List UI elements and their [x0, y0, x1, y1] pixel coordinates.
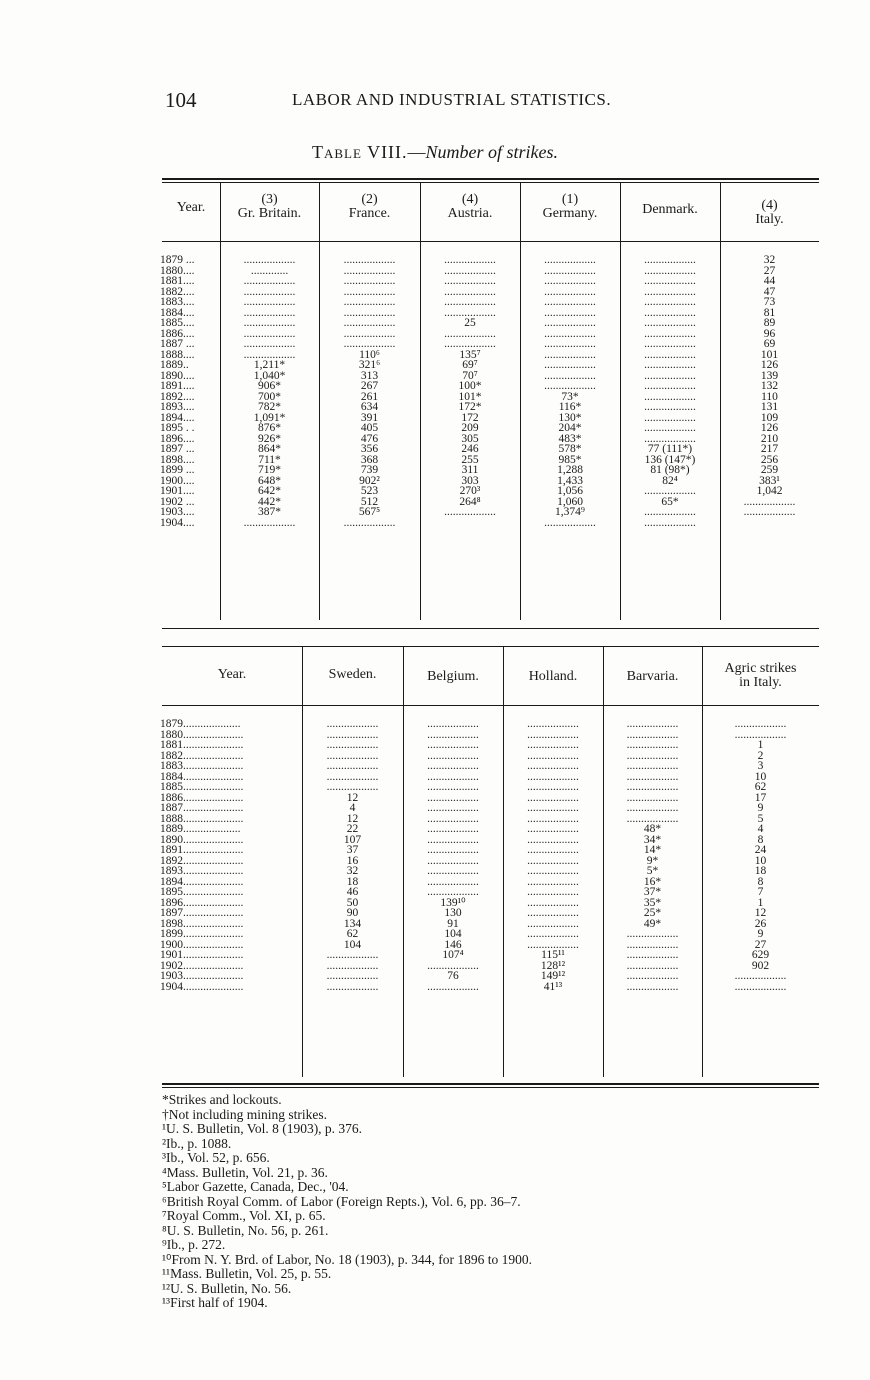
- t1-header-it-num: (4): [761, 198, 778, 213]
- table-title-dash: —: [407, 142, 426, 162]
- table-title-label: Table VIII.: [311, 142, 408, 162]
- running-head: LABOR AND INDUSTRIAL STATISTICS.: [292, 90, 612, 109]
- t2-ho-column: .................. .................. .................. .................. .................. .................. .................. .................. .................. .................. .................. .................. .................. .................. .................. .................. .................. .................. .................. .................. .................. .................. 115¹¹ 128¹² 149¹² 41¹³: [527, 718, 579, 993]
- t1-header-au: [420, 193, 520, 221]
- t1-header-dk: Denmark.: [642, 202, 698, 217]
- t1-header-gb: [220, 193, 319, 221]
- t1-fr-column: .................. .................. .................. .................. .................. .................. .................. .................. .................. 110⁶ 321⁶ 313 267 261 634 391 405 476 356 368 739 902² 523 512 567⁵ ..................: [343, 254, 396, 529]
- t1-ge-column: .................. .................. .................. .................. .................. .................. .................. .................. .................. .................. .................. .................. .................. 73* 116* 130* 204* 483* 578* 985* 1,288 1,433 1,056 1,060 1,374⁹ ..................: [544, 254, 596, 529]
- t2-header-ag: [702, 662, 819, 690]
- t1-header-fr-name: France.: [348, 206, 391, 221]
- table2-bottom-rule-thin: [162, 1087, 819, 1088]
- t1-header-gb-num: (3): [261, 192, 278, 207]
- t1-header-it-name: Italy.: [755, 212, 784, 227]
- t2-header-ag-line1: Agric strikes: [724, 661, 797, 676]
- t1-header-year: Year.: [176, 200, 206, 215]
- t1-au-column: .................. .................. .................. .................. .................. .................. 25 .................. .................. 135⁷ 69⁷ 70⁷ 100* 101* 172* 172 209 305 246 255 311 303 270³ 264⁸ ..................: [444, 254, 496, 518]
- t1-header-ge-name: Germany.: [542, 206, 598, 221]
- t1-header-gb-name: Gr. Britain.: [237, 206, 302, 221]
- table-title: [0, 142, 870, 163]
- footnotes: *Strikes and lockouts. †Not including mining strikes. ¹U. S. Bulletin, Vol. 8 (1903), p. 376. ²Ib., p. 1088. ³Ib., Vol. 52, p. 656. ⁴Mass. Bulletin, Vol. 21, p. 36. ⁵Labor Gazette, Canada, Dec., '04. ⁶British Royal Comm. of Labor (Foreign Repts.), Vol. 6, pp. 36–7. ⁷Royal Comm., Vol. XI, p. 65. ⁸U. S. Bulletin, No. 56, p. 261. ⁹Ib., p. 272. ¹⁰From N. Y. Brd. of Labor, No. 18 (1903), p. 344, for 1896 to 1900. ¹¹Mass. Bulletin, Vol. 25, p. 55. ¹²U. S. Bulletin, No. 56. ¹³First half of 1904.: [162, 1092, 533, 1310]
- t2-header-ho: Holland.: [528, 669, 578, 684]
- t1-header-it: [720, 199, 819, 227]
- t2-year-column: 1879.................... 1880..................... 1881..................... 1882..................... 1883..................... 1884..................... 1885..................... 1886..................... 1887..................... 1888..................... 1889.................... 1890..................... 1891..................... 1892..................... 1893..................... 1894..................... 1895..................... 1896..................... 1897..................... 1898..................... 1899..................... 1900..................... 1901..................... 1902..................... 1903..................... 1904.....................: [160, 718, 244, 993]
- t2-header-ag-line2: in Italy.: [739, 675, 782, 690]
- t2-ba-column: .................. .................. .................. .................. .................. .................. .................. .................. .................. .................. 48* 34* 14* 9* 5* 16* 37* 35* 25* 49* .................. .................. .................. .................. .................. ..................: [626, 718, 679, 993]
- t2-header-se: Sweden.: [328, 667, 377, 682]
- t1-it-column: 32 27 44 47 73 81 89 96 69 101 126 139 132 110 131 109 126 210 217 256 259 383¹ 1,042 .................. ..................: [743, 254, 796, 518]
- table2-bottom-rule: [162, 1083, 819, 1085]
- t1-header-fr: [319, 193, 420, 221]
- t2-header-be: Belgium.: [427, 669, 479, 684]
- page-number: 104: [165, 88, 197, 112]
- t2-be-column: .................. .................. .................. .................. .................. .................. .................. .................. .................. .................. .................. .................. .................. .................. .................. .................. .................. 139¹⁰ 130 91 104 146 107⁴ .................. 76 ..................: [427, 718, 479, 993]
- t2-header-year: Year.: [217, 667, 247, 682]
- t2-ag-column: .................. .................. 1 2 3 10 62 17 9 5 4 8 24 10 18 8 7 1 12 26 9 27 629 902 .................. ..................: [734, 718, 787, 993]
- t1-header-ge-num: (1): [561, 192, 579, 207]
- t2-header-ba: Barvaria.: [626, 669, 679, 684]
- table-title-text: Number of strikes.: [425, 142, 559, 162]
- t1-header-au-num: (4): [461, 192, 479, 207]
- t1-header-au-name: Austria.: [447, 206, 493, 221]
- table2-header-rule: [162, 705, 819, 706]
- t2-se-column: .................. .................. .................. .................. .................. .................. .................. 12 4 12 22 107 37 16 32 18 46 50 90 134 62 104 .................. .................. .................. ..................: [326, 718, 379, 993]
- table1-bottom-rule: [162, 628, 819, 629]
- table2-top-rule: [162, 646, 819, 647]
- t1-dk-column: .................. .................. .................. .................. .................. .................. .................. .................. .................. .................. .................. .................. .................. .................. .................. .................. .................. .................. 77 (111*) 136 (147*) 81 (98*) 82⁴ .................. 65* .................. ..................: [644, 254, 696, 529]
- t1-year-column: 1879 ... 1880.... 1881.... 1882.... 1883.... 1884.... 1885.... 1886.... 1887 ... 1888.... 1889.. 1890.... 1891.... 1892.... 1893.... 1894.... 1895 . . 1896.... 1897 ... 1898.... 1899 ... 1900.... 1901.... 1902 ... 1903.... 1904....: [160, 254, 195, 529]
- t1-gb-column: .................. ............. .................. .................. .................. .................. .................. .................. .................. .................. 1,211* 1,040* 906* 700* 782* 1,091* 876* 926* 864* 711* 719* 648* 642* 442* 387* ..................: [243, 254, 296, 529]
- t1-header-ge: [520, 193, 620, 221]
- table1-top-rule: [162, 178, 819, 180]
- t1-header-fr-num: (2): [361, 192, 378, 207]
